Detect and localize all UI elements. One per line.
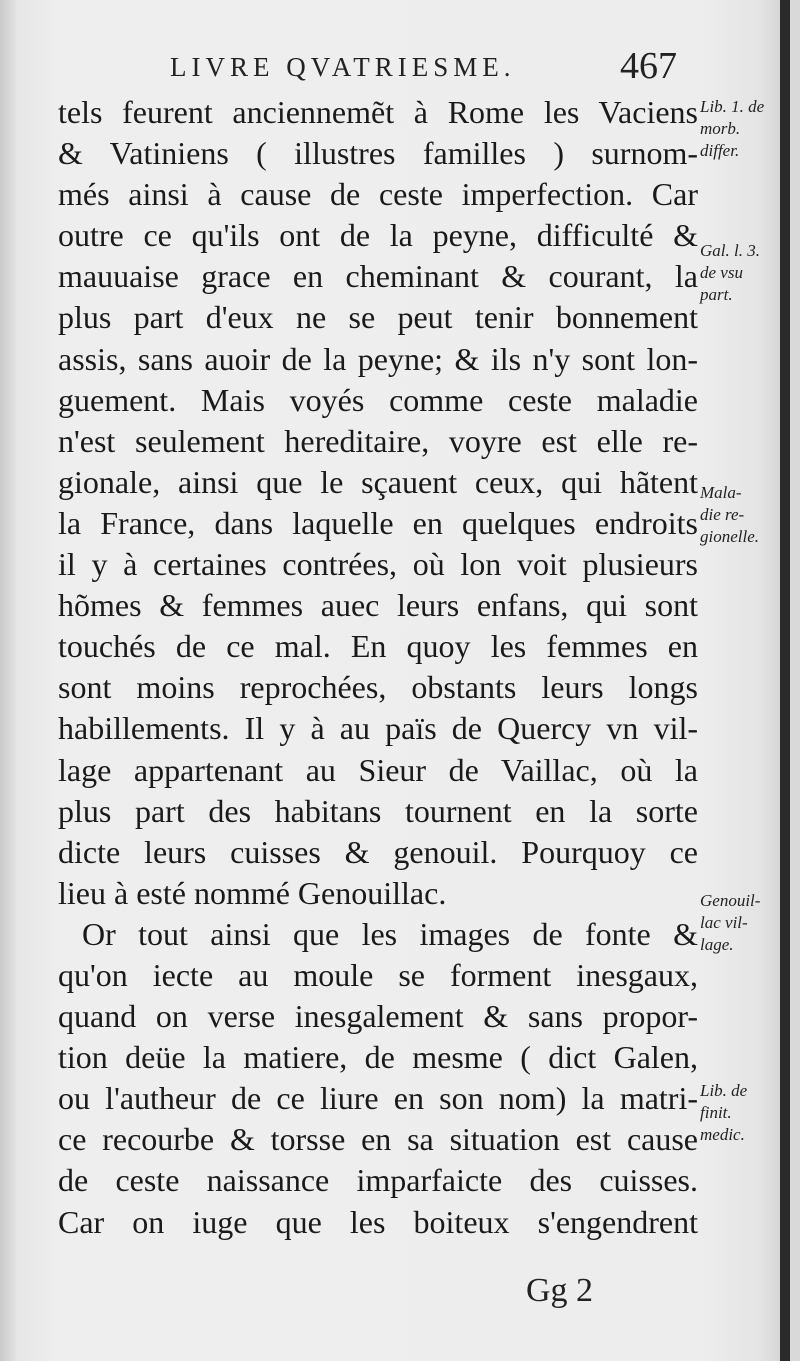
text-line: & Vatiniens ( illustres familles ) surnom- [58, 135, 698, 172]
text-line: mauuaise grace en cheminant & courant, la [58, 258, 698, 295]
margin-note-line: Genouil- [700, 891, 761, 910]
text-line: sont moins reprochées, obstants leurs longs [58, 669, 698, 706]
text-line: quand on verse inesgalement & sans propor- [58, 998, 698, 1035]
text-line: qu'on iecte au moule se forment inesgaux, [58, 956, 698, 993]
text-line: lage appartenant au Sieur de Vaillac, où la [58, 751, 698, 788]
text-line: tels feurent anciennemẽt à Rome les Vaciens [58, 94, 698, 130]
margin-note [700, 240, 760, 306]
text-line: n'est seulement hereditaire, voyre est elle re- [58, 422, 698, 459]
margin-note [700, 890, 760, 956]
text-line: de ceste naissance imparfaicte des cuisses. [58, 1162, 698, 1199]
text-line: ou l'autheur de ce liure en son nom) la matri- [58, 1080, 698, 1117]
margin-note-line: part. [700, 285, 733, 304]
margin-note-line: finit. [700, 1103, 732, 1122]
text-line: lieu à esté nommé Genouillac. [58, 874, 447, 911]
text-line: més ainsi à cause de ceste imperfection. Car [58, 176, 698, 213]
text-line: tion deüe la matiere, de mesme ( dict Galen, [58, 1039, 698, 1076]
text-line: Car on iuge que les boiteux s'engendrent [58, 1203, 698, 1240]
margin-note-line: de vsu [700, 263, 743, 282]
text-line: assis, sans auoir de la peyne; & ils n'y sont lon- [58, 340, 698, 377]
body-text [58, 92, 698, 1243]
text-line: gionale, ainsi que le sçauent ceux, qui hãtent [58, 463, 698, 500]
text-line: touchés de ce mal. En quoy les femmes en [58, 628, 698, 665]
margin-note [700, 96, 764, 162]
margin-note-line: gionelle. [700, 527, 760, 546]
margin-note-line: Lib. 1. de [700, 97, 765, 116]
signature-mark: Gg 2 [526, 1272, 594, 1309]
text-line: ce recourbe & torsse en sa situation est cause [58, 1121, 698, 1158]
margin-note [700, 482, 759, 548]
text-line: Or tout ainsi que les images de fonte & [82, 915, 698, 952]
text-line: outre ce qu'ils ont de la peyne, difficulté & [58, 217, 698, 254]
margin-note-line: die re- [700, 505, 745, 524]
text-line: plus part d'eux ne se peut tenir bonnement [58, 299, 698, 336]
text-line: la France, dans laquelle en quelques endroits [58, 504, 698, 541]
text-line: il y à certaines contrées, où lon voit plusieurs [58, 546, 698, 583]
text-line: dicte leurs cuisses & genouil. Pourquoy ce [58, 833, 698, 870]
margin-note-line: lac vil- [700, 913, 748, 932]
page-edge [780, 0, 790, 1361]
text-line: hõmes & femmes auec leurs enfans, qui sont [58, 587, 698, 624]
margin-note-line: Mala- [700, 483, 742, 502]
margin-note-line: lage. [700, 935, 734, 954]
text-line: plus part des habitans tournent en la sorte [58, 792, 698, 829]
page-number: 467 [620, 45, 677, 87]
margin-note-line: morb. [700, 119, 741, 138]
margin-note-line: Lib. de [700, 1081, 748, 1100]
text-line: habillements. Il y à au païs de Quercy vn vil- [58, 710, 698, 747]
running-title: LIVRE QVATRIESME. [170, 52, 516, 82]
margin-note-line: medic. [700, 1125, 745, 1144]
margin-note-line: differ. [700, 141, 740, 160]
margin-note-line: Gal. l. 3. [700, 241, 760, 260]
margin-note [700, 1080, 747, 1146]
text-line: guement. Mais voyés comme ceste maladie [58, 381, 698, 418]
